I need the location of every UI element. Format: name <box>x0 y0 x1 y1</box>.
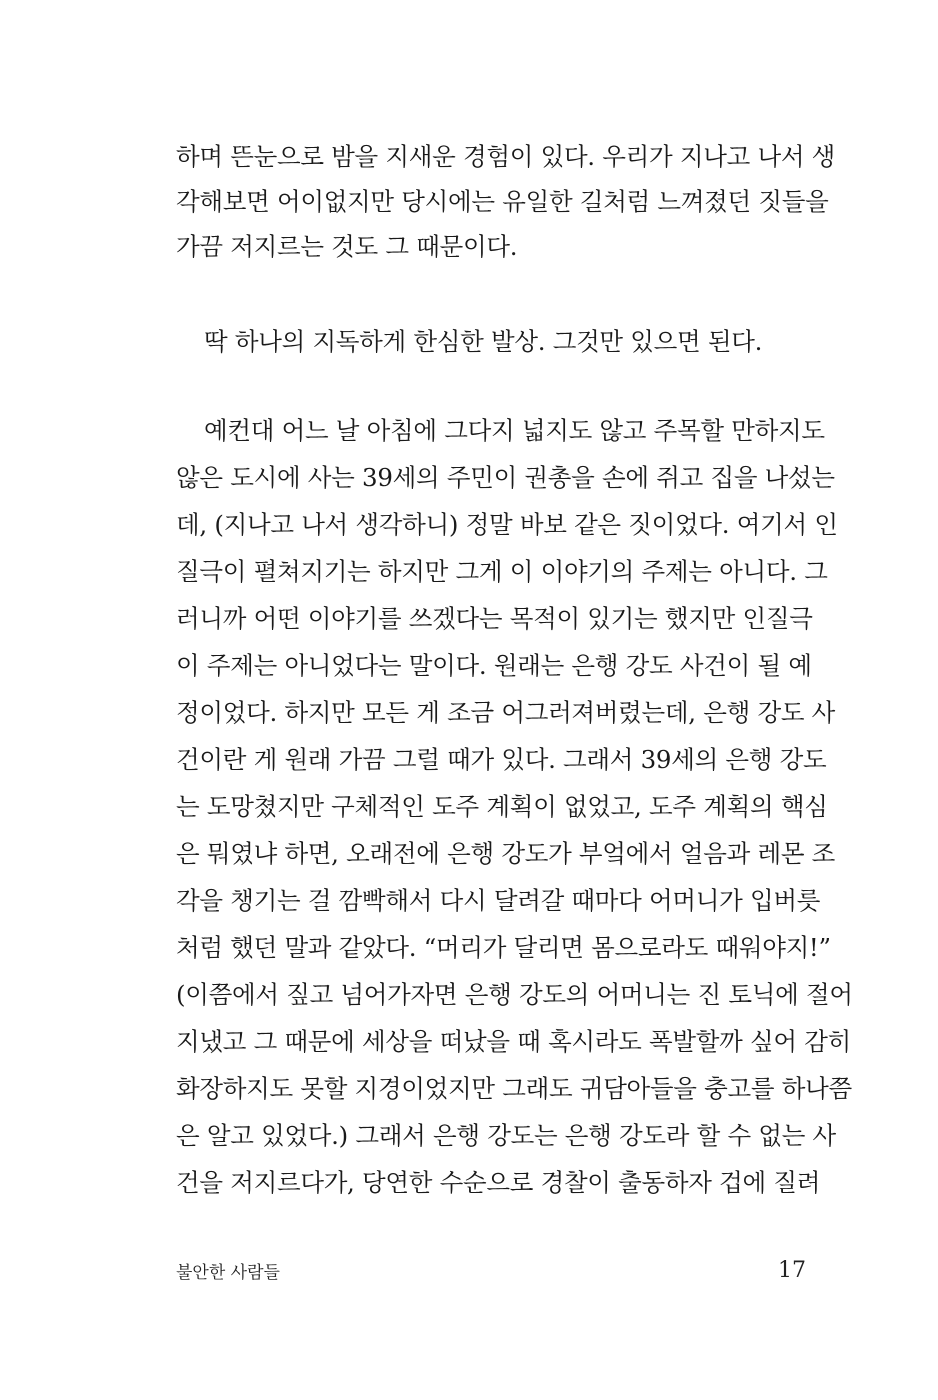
text-line: 은 알고 있었다.) 그래서 은행 강도는 은행 강도라 할 수 없는 사 <box>176 1121 836 1150</box>
text-line: 건을 저지르다가, 당연한 수순으로 경찰이 출동하자 겁에 질려 <box>176 1168 821 1197</box>
page-number: 17 <box>778 1258 806 1283</box>
text-line: 질극이 펼쳐지기는 하지만 그게 이 이야기의 주제는 아니다. 그 <box>176 557 828 586</box>
text-line: 하며 뜬눈으로 밤을 지새운 경험이 있다. 우리가 지나고 나서 생 <box>176 142 836 171</box>
text-line: 가끔 저지르는 것도 그 때문이다. <box>176 232 518 261</box>
text-line: 은 뭐였냐 하면, 오래전에 은행 강도가 부엌에서 얼음과 레몬 조 <box>176 839 836 868</box>
text-line: 건이란 게 원래 가끔 그럴 때가 있다. 그래서 39세의 은행 강도 <box>176 745 827 774</box>
running-footer-title: 불안한 사람들 <box>176 1263 280 1283</box>
text-line: 각해보면 어이없지만 당시에는 유일한 길처럼 느껴졌던 짓들을 <box>176 187 829 216</box>
text-line: 않은 도시에 사는 39세의 주민이 권총을 손에 쥐고 집을 나섰는 <box>176 463 835 492</box>
text-line: 정이었다. 하지만 모든 게 조금 어그러져버렸는데, 은행 강도 사 <box>176 698 836 727</box>
text-line: 데, (지나고 나서 생각하니) 정말 바보 같은 짓이었다. 여기서 인 <box>176 510 838 539</box>
text-line: 각을 챙기는 걸 깜빡해서 다시 달려갈 때마다 어머니가 입버릇 <box>176 886 821 915</box>
text-line: 화장하지도 못할 지경이었지만 그래도 귀담아들을 충고를 하나쯤 <box>176 1074 852 1103</box>
text-line: 지냈고 그 때문에 세상을 떠났을 때 혹시라도 폭발할까 싶어 감히 <box>176 1027 851 1056</box>
text-line: 딱 하나의 지독하게 한심한 발상. 그것만 있으면 된다. <box>204 327 763 356</box>
text-line: 러니까 어떤 이야기를 쓰겠다는 목적이 있기는 했지만 인질극 <box>176 604 813 633</box>
text-line: 는 도망쳤지만 구체적인 도주 계획이 없었고, 도주 계획의 핵심 <box>176 792 828 821</box>
text-line: 이 주제는 아니었다는 말이다. 원래는 은행 강도 사건이 될 예 <box>176 651 812 680</box>
text-line: 예컨대 어느 날 아침에 그다지 넓지도 않고 주목할 만하지도 <box>204 416 825 445</box>
text-line: 처럼 했던 말과 같았다. “머리가 달리면 몸으로라도 때워야지!” <box>176 933 831 962</box>
text-line: (이쯤에서 짚고 넘어가자면 은행 강도의 어머니는 진 토닉에 절어 <box>176 980 853 1009</box>
